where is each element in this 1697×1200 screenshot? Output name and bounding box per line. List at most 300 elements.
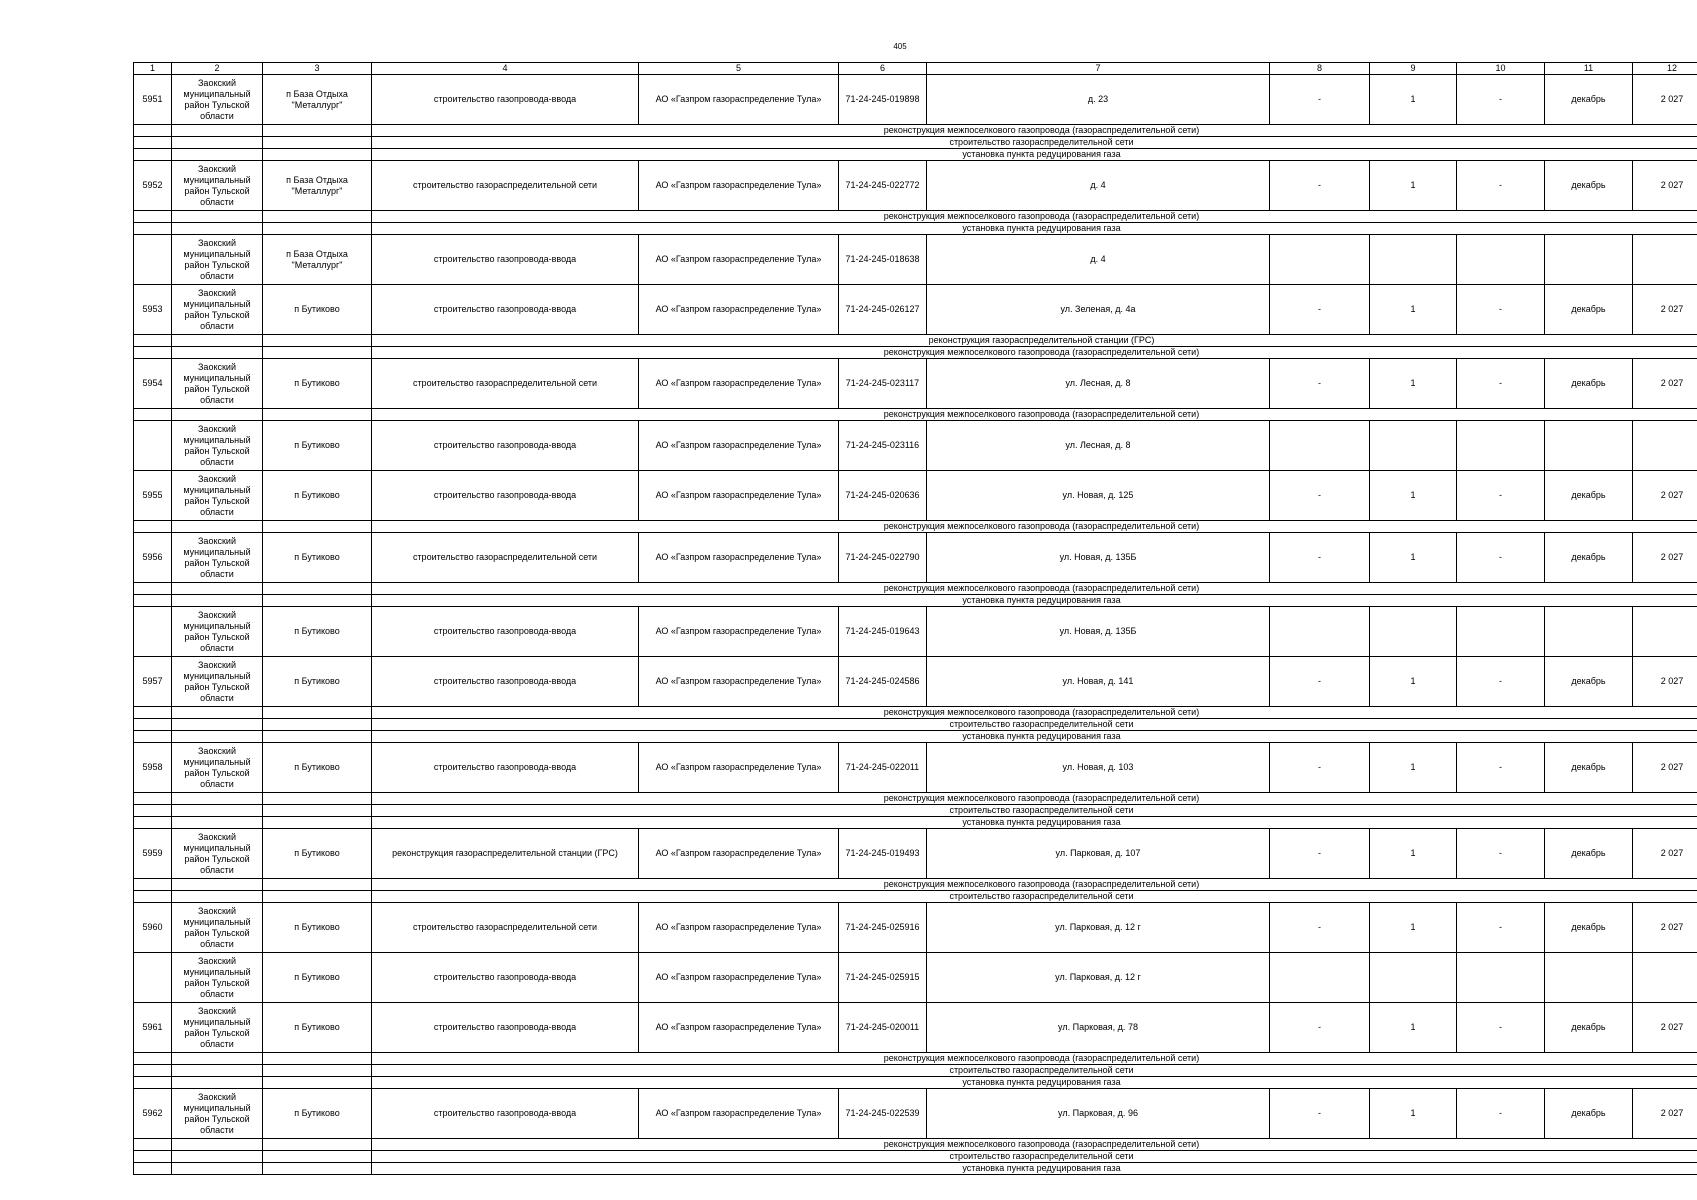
settlement-cell: п Бутиково [263,471,372,521]
empty-cell [172,731,263,743]
month-cell: декабрь [1545,657,1633,707]
table-row [134,235,1697,285]
year-cell: 2 027 [1633,1089,1697,1139]
col-header: 8 [1270,63,1370,75]
year-cell [1633,607,1697,657]
empty-cell [134,707,172,719]
empty-cell [172,521,263,533]
sub-work-cell: реконструкция межпоселкового газопровода (газораспределительной сети) [372,793,1697,805]
empty-cell [263,793,372,805]
sub-row [134,1163,1697,1175]
col-header: 9 [1370,63,1457,75]
work-type-cell: строительство газораспределительной сети [372,359,639,409]
empty-cell [263,879,372,891]
month-cell: декабрь [1545,1089,1633,1139]
settlement-cell: п База Отдыха "Металлург" [263,235,372,285]
work-type-cell: строительство газопровода-ввода [372,743,639,793]
col9-cell [1370,607,1457,657]
col-header: 6 [839,63,927,75]
settlement-cell: п Бутиково [263,953,372,1003]
empty-cell [172,719,263,731]
address-cell: ул. Парковая, д. 107 [927,829,1270,879]
col8-cell [1270,421,1370,471]
col9-cell: 1 [1370,743,1457,793]
col10-cell [1457,607,1545,657]
region-cell: Заокский муниципальный район Тульской области [172,743,263,793]
table-row [134,471,1697,521]
col-header: 10 [1457,63,1545,75]
empty-cell [263,817,372,829]
col-header: 12 [1633,63,1697,75]
region-cell: Заокский муниципальный район Тульской области [172,953,263,1003]
month-cell: декабрь [1545,285,1633,335]
work-type-cell: строительство газопровода-ввода [372,657,639,707]
sub-work-cell: строительство газораспределительной сети [372,805,1697,817]
region-cell: Заокский муниципальный район Тульской области [172,471,263,521]
organization-cell: АО «Газпром газораспределение Тула» [639,1089,839,1139]
sub-work-cell: реконструкция межпоселкового газопровода (газораспределительной сети) [372,409,1697,421]
year-cell: 2 027 [1633,471,1697,521]
col10-cell: - [1457,743,1545,793]
empty-cell [172,1151,263,1163]
address-cell: д. 4 [927,235,1270,285]
region-cell: Заокский муниципальный район Тульской области [172,1089,263,1139]
row-number: 5957 [134,657,172,707]
cadastral-number-cell: 71-24-245-020636 [839,471,927,521]
empty-cell [263,409,372,421]
year-cell [1633,953,1697,1003]
table-row [134,903,1697,953]
empty-cell [263,1139,372,1151]
sub-row [134,1053,1697,1065]
empty-cell [263,1053,372,1065]
work-type-cell: строительство газопровода-ввода [372,285,639,335]
col10-cell: - [1457,471,1545,521]
col8-cell: - [1270,657,1370,707]
organization-cell: АО «Газпром газораспределение Тула» [639,75,839,125]
header-row [134,63,1697,75]
col10-cell: - [1457,285,1545,335]
table-row [134,607,1697,657]
empty-cell [172,595,263,607]
region-cell: Заокский муниципальный район Тульской области [172,1003,263,1053]
col10-cell: - [1457,533,1545,583]
table-row [134,829,1697,879]
empty-cell [172,1163,263,1175]
sub-row [134,1065,1697,1077]
month-cell: декабрь [1545,829,1633,879]
work-type-cell: строительство газопровода-ввода [372,75,639,125]
organization-cell: АО «Газпром газораспределение Тула» [639,829,839,879]
cadastral-number-cell: 71-24-245-019493 [839,829,927,879]
empty-cell [263,805,372,817]
register-body [134,75,1697,1175]
region-cell: Заокский муниципальный район Тульской области [172,235,263,285]
year-cell: 2 027 [1633,1003,1697,1053]
empty-cell [134,793,172,805]
col9-cell: 1 [1370,829,1457,879]
empty-cell [134,409,172,421]
empty-cell [134,211,172,223]
empty-cell [172,125,263,137]
empty-cell [263,1163,372,1175]
sub-row [134,583,1697,595]
cadastral-number-cell: 71-24-245-022011 [839,743,927,793]
month-cell: декабрь [1545,471,1633,521]
sub-row [134,1151,1697,1163]
col9-cell [1370,421,1457,471]
empty-cell [134,719,172,731]
empty-cell [172,707,263,719]
col8-cell: - [1270,359,1370,409]
organization-cell: АО «Газпром газораспределение Тула» [639,161,839,211]
cadastral-number-cell: 71-24-245-020011 [839,1003,927,1053]
sub-work-cell: реконструкция межпоселкового газопровода (газораспределительной сети) [372,1139,1697,1151]
row-number: 5953 [134,285,172,335]
empty-cell [172,137,263,149]
empty-cell [263,347,372,359]
row-number [134,607,172,657]
cadastral-number-cell: 71-24-245-026127 [839,285,927,335]
sub-row [134,347,1697,359]
empty-cell [172,793,263,805]
table-row [134,743,1697,793]
col8-cell: - [1270,743,1370,793]
region-cell: Заокский муниципальный район Тульской области [172,607,263,657]
empty-cell [172,211,263,223]
work-type-cell: строительство газопровода-ввода [372,607,639,657]
empty-cell [172,335,263,347]
month-cell [1545,953,1633,1003]
cadastral-number-cell: 71-24-245-022539 [839,1089,927,1139]
address-cell: ул. Новая, д. 135Б [927,533,1270,583]
settlement-cell: п База Отдыха "Металлург" [263,75,372,125]
col9-cell: 1 [1370,1089,1457,1139]
sub-row [134,731,1697,743]
col9-cell: 1 [1370,471,1457,521]
work-type-cell: строительство газораспределительной сети [372,533,639,583]
sub-work-cell: установка пункта редуцирования газа [372,1077,1697,1089]
sub-work-cell: установка пункта редуцирования газа [372,595,1697,607]
address-cell: ул. Лесная, д. 8 [927,359,1270,409]
sub-work-cell: реконструкция межпоселкового газопровода (газораспределительной сети) [372,211,1697,223]
work-type-cell: строительство газопровода-ввода [372,471,639,521]
address-cell: ул. Новая, д. 135Б [927,607,1270,657]
row-number [134,235,172,285]
table-row [134,1089,1697,1139]
col-header: 11 [1545,63,1633,75]
sub-row [134,879,1697,891]
empty-cell [134,595,172,607]
settlement-cell: п Бутиково [263,657,372,707]
col8-cell: - [1270,829,1370,879]
col-header: 4 [372,63,639,75]
empty-cell [172,891,263,903]
organization-cell: АО «Газпром газораспределение Тула» [639,533,839,583]
col10-cell [1457,235,1545,285]
col10-cell: - [1457,161,1545,211]
row-number: 5959 [134,829,172,879]
sub-row [134,891,1697,903]
col10-cell: - [1457,1003,1545,1053]
col10-cell: - [1457,359,1545,409]
sub-work-cell: строительство газораспределительной сети [372,891,1697,903]
sub-row [134,223,1697,235]
cadastral-number-cell: 71-24-245-025915 [839,953,927,1003]
col10-cell [1457,421,1545,471]
address-cell: ул. Парковая, д. 96 [927,1089,1270,1139]
year-cell: 2 027 [1633,359,1697,409]
col-header: 1 [134,63,172,75]
col8-cell [1270,607,1370,657]
empty-cell [263,1065,372,1077]
empty-cell [134,149,172,161]
settlement-cell: п База Отдыха "Металлург" [263,161,372,211]
empty-cell [263,521,372,533]
col8-cell: - [1270,903,1370,953]
work-type-cell: строительство газопровода-ввода [372,1089,639,1139]
year-cell: 2 027 [1633,743,1697,793]
table-row [134,285,1697,335]
empty-cell [172,805,263,817]
address-cell: ул. Лесная, д. 8 [927,421,1270,471]
empty-cell [263,719,372,731]
empty-cell [134,347,172,359]
empty-cell [172,149,263,161]
table-row [134,359,1697,409]
organization-cell: АО «Газпром газораспределение Тула» [639,1003,839,1053]
col10-cell: - [1457,903,1545,953]
empty-cell [134,1151,172,1163]
sub-work-cell: установка пункта редуцирования газа [372,731,1697,743]
table-row [134,533,1697,583]
sub-row [134,793,1697,805]
organization-cell: АО «Газпром газораспределение Тула» [639,903,839,953]
sub-work-cell: строительство газораспределительной сети [372,1151,1697,1163]
sub-work-cell: установка пункта редуцирования газа [372,149,1697,161]
row-number: 5955 [134,471,172,521]
col10-cell: - [1457,1089,1545,1139]
region-cell: Заокский муниципальный район Тульской области [172,421,263,471]
region-cell: Заокский муниципальный район Тульской области [172,161,263,211]
row-number: 5961 [134,1003,172,1053]
empty-cell [263,149,372,161]
empty-cell [172,1077,263,1089]
col8-cell: - [1270,1089,1370,1139]
organization-cell: АО «Газпром газораспределение Тула» [639,471,839,521]
year-cell: 2 027 [1633,285,1697,335]
region-cell: Заокский муниципальный район Тульской области [172,829,263,879]
settlement-cell: п Бутиково [263,743,372,793]
cadastral-number-cell: 71-24-245-022772 [839,161,927,211]
year-cell: 2 027 [1633,75,1697,125]
sub-row [134,707,1697,719]
sub-row [134,805,1697,817]
empty-cell [134,1163,172,1175]
empty-cell [134,1053,172,1065]
settlement-cell: п Бутиково [263,1089,372,1139]
col9-cell [1370,235,1457,285]
month-cell: декабрь [1545,903,1633,953]
empty-cell [172,223,263,235]
organization-cell: АО «Газпром газораспределение Тула» [639,421,839,471]
year-cell: 2 027 [1633,161,1697,211]
col-header: 3 [263,63,372,75]
sub-work-cell: реконструкция межпоселкового газопровода (газораспределительной сети) [372,879,1697,891]
settlement-cell: п Бутиково [263,285,372,335]
settlement-cell: п Бутиково [263,829,372,879]
empty-cell [134,583,172,595]
sub-row [134,335,1697,347]
col-header: 7 [927,63,1270,75]
col9-cell: 1 [1370,285,1457,335]
sub-row [134,1139,1697,1151]
table-row [134,1003,1697,1053]
region-cell: Заокский муниципальный район Тульской области [172,657,263,707]
empty-cell [172,347,263,359]
work-type-cell: строительство газопровода-ввода [372,421,639,471]
sub-work-cell: строительство газораспределительной сети [372,1065,1697,1077]
sub-work-cell: реконструкция межпоселкового газопровода (газораспределительной сети) [372,583,1697,595]
empty-cell [134,137,172,149]
address-cell: ул. Новая, д. 125 [927,471,1270,521]
empty-cell [172,1065,263,1077]
col-header: 2 [172,63,263,75]
cadastral-number-cell: 71-24-245-023117 [839,359,927,409]
empty-cell [263,137,372,149]
sub-work-cell: установка пункта редуцирования газа [372,817,1697,829]
empty-cell [134,521,172,533]
row-number [134,953,172,1003]
empty-cell [134,125,172,137]
work-type-cell: строительство газопровода-ввода [372,953,639,1003]
address-cell: ул. Парковая, д. 12 г [927,903,1270,953]
settlement-cell: п Бутиково [263,607,372,657]
col8-cell: - [1270,161,1370,211]
row-number: 5956 [134,533,172,583]
region-cell: Заокский муниципальный район Тульской области [172,533,263,583]
col10-cell: - [1457,657,1545,707]
empty-cell [134,1139,172,1151]
empty-cell [172,817,263,829]
col8-cell: - [1270,1003,1370,1053]
year-cell [1633,421,1697,471]
col9-cell: 1 [1370,75,1457,125]
settlement-cell: п Бутиково [263,1003,372,1053]
address-cell: ул. Зеленая, д. 4а [927,285,1270,335]
row-number: 5952 [134,161,172,211]
settlement-cell: п Бутиково [263,903,372,953]
region-cell: Заокский муниципальный район Тульской области [172,903,263,953]
year-cell: 2 027 [1633,829,1697,879]
row-number [134,421,172,471]
month-cell: декабрь [1545,743,1633,793]
table-row [134,657,1697,707]
year-cell: 2 027 [1633,657,1697,707]
empty-cell [134,223,172,235]
sub-row [134,409,1697,421]
col10-cell: - [1457,75,1545,125]
empty-cell [172,409,263,421]
sub-row [134,719,1697,731]
table-row [134,953,1697,1003]
month-cell: декабрь [1545,161,1633,211]
col8-cell: - [1270,471,1370,521]
address-cell: ул. Новая, д. 103 [927,743,1270,793]
empty-cell [134,335,172,347]
register-table [133,62,1697,1175]
work-type-cell: строительство газопровода-ввода [372,235,639,285]
empty-cell [134,879,172,891]
region-cell: Заокский муниципальный район Тульской области [172,75,263,125]
work-type-cell: строительство газораспределительной сети [372,161,639,211]
month-cell [1545,421,1633,471]
table-row [134,75,1697,125]
organization-cell: АО «Газпром газораспределение Тула» [639,607,839,657]
col9-cell: 1 [1370,903,1457,953]
sub-row [134,211,1697,223]
address-cell: ул. Парковая, д. 78 [927,1003,1270,1053]
empty-cell [134,1065,172,1077]
row-number: 5951 [134,75,172,125]
year-cell: 2 027 [1633,533,1697,583]
table-row [134,161,1697,211]
address-cell: ул. Парковая, д. 12 г [927,953,1270,1003]
col8-cell [1270,953,1370,1003]
empty-cell [263,1151,372,1163]
settlement-cell: п Бутиково [263,421,372,471]
work-type-cell: строительство газопровода-ввода [372,1003,639,1053]
organization-cell: АО «Газпром газораспределение Тула» [639,743,839,793]
empty-cell [263,211,372,223]
month-cell [1545,607,1633,657]
sub-work-cell: строительство газораспределительной сети [372,719,1697,731]
empty-cell [172,583,263,595]
col9-cell: 1 [1370,359,1457,409]
empty-cell [263,731,372,743]
cadastral-number-cell: 71-24-245-023116 [839,421,927,471]
empty-cell [263,125,372,137]
col8-cell: - [1270,285,1370,335]
sub-row [134,149,1697,161]
sub-row [134,521,1697,533]
empty-cell [263,223,372,235]
empty-cell [263,583,372,595]
settlement-cell: п Бутиково [263,533,372,583]
col10-cell [1457,953,1545,1003]
settlement-cell: п Бутиково [263,359,372,409]
cadastral-number-cell: 71-24-245-019898 [839,75,927,125]
work-type-cell: строительство газораспределительной сети [372,903,639,953]
row-number: 5954 [134,359,172,409]
sub-work-cell: реконструкция межпоселкового газопровода (газораспределительной сети) [372,347,1697,359]
table-row [134,421,1697,471]
empty-cell [172,1053,263,1065]
empty-cell [263,595,372,607]
region-cell: Заокский муниципальный район Тульской области [172,359,263,409]
sub-work-cell: реконструкция межпоселкового газопровода (газораспределительной сети) [372,521,1697,533]
sub-work-cell: реконструкция межпоселкового газопровода (газораспределительной сети) [372,125,1697,137]
sub-row [134,137,1697,149]
empty-cell [263,1077,372,1089]
sub-work-cell: реконструкция межпоселкового газопровода (газораспределительной сети) [372,1053,1697,1065]
col9-cell [1370,953,1457,1003]
organization-cell: АО «Газпром газораспределение Тула» [639,235,839,285]
sub-work-cell: строительство газораспределительной сети [372,137,1697,149]
empty-cell [134,805,172,817]
cadastral-number-cell: 71-24-245-018638 [839,235,927,285]
empty-cell [172,879,263,891]
